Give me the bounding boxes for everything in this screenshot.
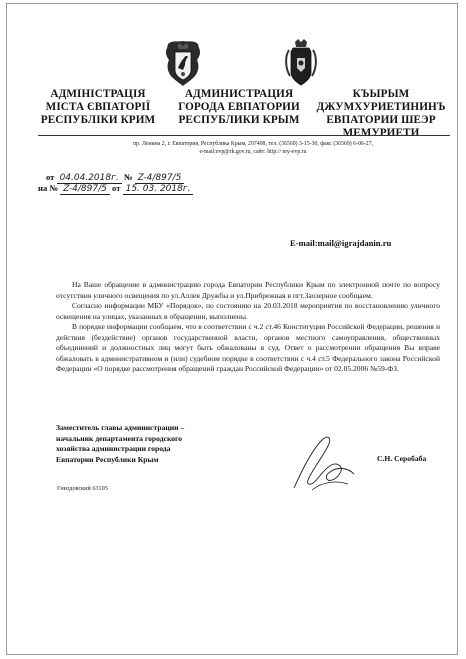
organization-name-crimean-tatar	[312, 88, 450, 140]
org-crh-line: МЕМУРИЕТИ	[342, 127, 420, 139]
header-divider	[38, 135, 450, 136]
signer-name: С.Н. Серобаба	[377, 454, 427, 463]
address-line: пр. Ленина 2, г. Евпатория, Республика Крым, 297408, тел. (36569) 3-15-30, факс (36569) 6-06-27,	[133, 141, 373, 147]
contact-line: e-mail:evp@rk.gov.ru, сайт: http:// my-evp.ru	[199, 149, 307, 155]
address-block	[60, 140, 446, 156]
signer-title-line: хозяйства администрации города	[56, 444, 171, 453]
signer-title-line: Евпатории Республики Крым	[56, 454, 159, 464]
org-ru-line: АДМИНИСТРАЦИЯ	[184, 88, 294, 100]
org-uk-line: РЕСПУБЛІКИ КРИМ	[40, 114, 156, 126]
executor-note: Гниздовский 63105	[57, 485, 108, 492]
body-paragraph: В порядке информации сообщаем, что в соответствии с ч.2 ст.46 Конституции Российской Федерации, решения и действия (бездействие) органов государственной власти, органов местного самоуправления, общественных объединений и должностных лиц могут быть обжалованы в суд. Ответ о рассмотрении обращения Вы вправе обжаловать в административном и (или) судебном порядке в соответствии с ч.4 ст.5 Федерального закона Российской Федерации «О порядке рассмотрения обращений граждан Российской Федерации» от 02.05.2006 №59-ФЗ.	[56, 322, 440, 373]
organization-name-ukrainian	[38, 88, 158, 127]
org-ru-line: ГОРОДА ЕВПАТОРИИ	[178, 101, 300, 113]
crimea-coat-of-arms-icon	[163, 38, 203, 88]
org-crh-line: ДЖУМХУРИЕТИНИНЪ	[316, 101, 446, 113]
signer-title-line: начальник департамента городского	[56, 433, 183, 443]
org-crh-line: ЕВПАТОРИИ ШЕЭР	[326, 114, 436, 126]
out-prefix: от	[46, 172, 55, 182]
out-number-label: №	[123, 172, 133, 182]
org-ru-line: РЕСПУБЛИКИ КРЫМ	[178, 114, 300, 126]
signer-title-line: Заместитель главы администрации –	[56, 423, 185, 432]
signer-title	[56, 423, 236, 465]
incoming-reference	[38, 183, 193, 195]
evpatoria-coat-of-arms-icon	[281, 38, 321, 88]
out-date: 04.04.2018г.	[57, 174, 122, 184]
recipient-email: E-mail:mail@igrajdanin.ru	[290, 238, 392, 248]
in-from: от	[112, 183, 121, 193]
org-crh-line: КЪЫРЫМ	[352, 88, 410, 100]
in-prefix: на №	[38, 183, 59, 193]
out-number: Z-4/897/5	[135, 174, 185, 184]
body-paragraph: Согласно информации МБУ «Порядок», по состоянию на 20.03.2018 мероприятия по восстановлению уличного освещения на улицах, указанных в обращении, выполнены.	[56, 301, 440, 321]
org-uk-line: МІСТА ЄВПАТОРІЇ	[45, 101, 151, 113]
handwritten-signature	[282, 430, 360, 500]
in-number: Z-4/897/5	[60, 185, 110, 195]
organization-name-russian	[168, 88, 310, 127]
letter-body	[56, 280, 440, 375]
in-date: 15. 03. 2018г.	[123, 185, 194, 195]
body-paragraph: На Ваше обращение в администрацию города Евпатории Республики Крым по электронной почте по вопросу отсутствия уличного освещения по ул.Аллея Дружбы и ул.Прибрежная в пгт.Заозерное сообщаем.	[56, 280, 440, 300]
org-uk-line: АДМІНІСТРАЦІЯ	[50, 88, 146, 100]
